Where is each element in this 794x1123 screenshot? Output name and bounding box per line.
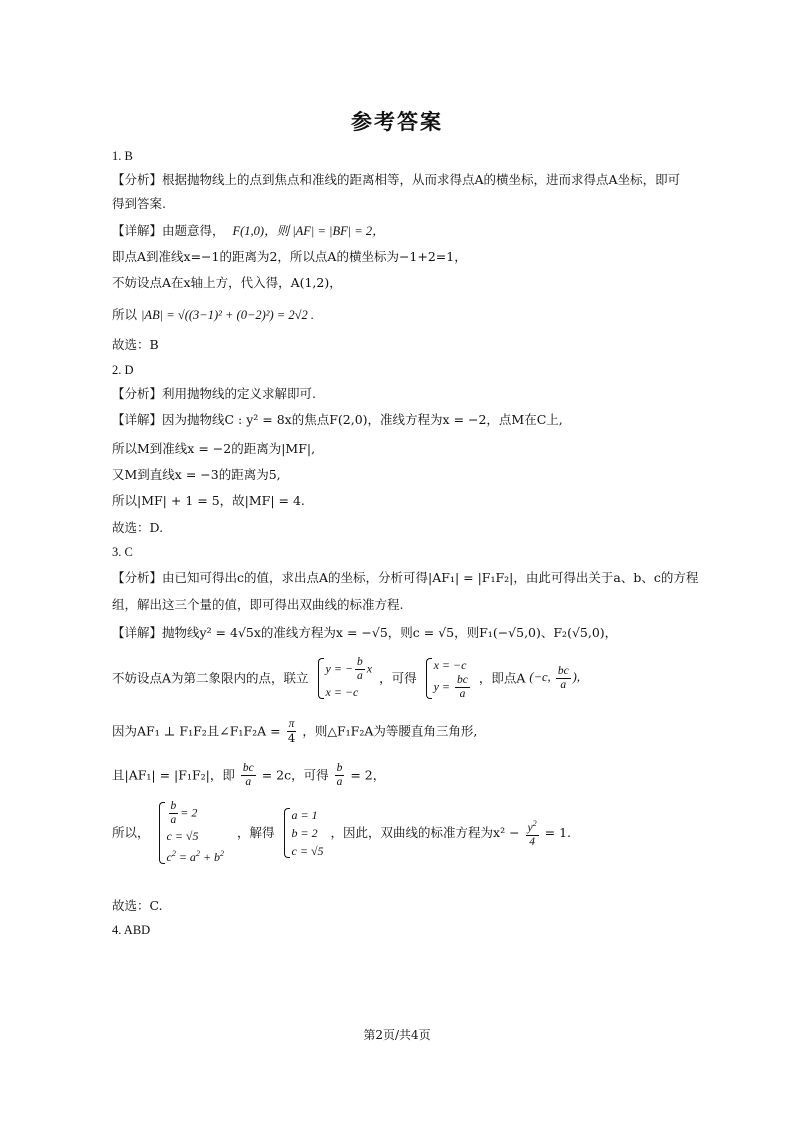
q1-line4: 不妨设点A在x轴上方，代入得，A(1,2)， [112, 275, 342, 290]
q1-answer: 故选：B [112, 337, 159, 352]
q2-answer: 故选：D. [112, 520, 164, 535]
solution-system: a = 1 b = 2 c = √5 [282, 806, 324, 860]
system-equations-1: y = − $\frac{b}{a}$ x x = −c [316, 656, 373, 701]
detail-tag: 【详解】 [112, 412, 163, 427]
detail-tag: 【详解】 [112, 625, 163, 640]
q3-line3: 不妨设点A为第二象限内的点，联立 y = − $\frac{b}{a}$ x x = −c ，可得 x = −c y = $\frac{bc}{a}$ ，即点A (−c, $\frac{bc}{a}$ ), [112, 656, 580, 700]
q1-number: 1. B [112, 149, 133, 163]
q3-line4: 因为AF₁ ⊥ F₁F₂且∠F₁F₂A = $\frac{\pi}{4}$ ，则△F₁F₂A为等腰直角三角形, [112, 718, 478, 745]
q3-analysis-cont: 组，解出这三个量的值，即可得出双曲线的标准方程. [112, 597, 404, 612]
q1-line3: 即点A到准线x=−1的距离为2，所以点A的横坐标为−1+2=1， [112, 249, 467, 264]
q1-analysis: 【分析】根据抛物线上的点到焦点和准线的距离相等，从而求得点A的横坐标，进而求得点A坐标，即可 [112, 172, 681, 187]
q2-number: 2. D [112, 363, 134, 377]
analysis-tag: 【分析】 [112, 172, 163, 187]
detail-tag: 【详解】 [112, 223, 163, 238]
system-equations-2: x = −c y = $\frac{bc}{a}$ [424, 656, 472, 701]
q2-detail: 【详解】因为抛物线C : y² = 8x的焦点F(2,0)，准线方程为x = −2，点M在C上, [112, 412, 563, 427]
q3-line6: 所以， $\frac{b}{a}$ = 2 c = √5 $c^2 = a^2 + b^2$ ，解得 a = 1 b = 2 c = √5 ，因此，双曲线的标准方程为x² − $\frac{y^2}{4}$ = 1. [112, 800, 571, 864]
system-equations-3: $\frac{b}{a}$ = 2 c = √5 $c^2 = a^2 + b^2$ [157, 800, 231, 866]
q3-analysis: 【分析】由已知可得出c的值，求出点A的坐标，分析可得|AF₁| = |F₁F₂|，由此可得出关于a、b、c的方程 [112, 570, 699, 585]
q2-line4: 又M到直线x = −3的距离为5, [112, 467, 281, 482]
analysis-tag: 【分析】 [112, 570, 163, 585]
q3-answer: 故选：C. [112, 898, 163, 913]
q3-detail: 【详解】抛物线y² = 4√5x的准线方程为x = −√5，则c = √5，则F₁(−√5,0)、F₂(√5,0)， [112, 625, 618, 640]
q1-line5: 所以 |AB| = √((3−1)² + (0−2)²) = 2√2 . [112, 307, 315, 322]
q3-number: 3. C [112, 545, 133, 559]
analysis-tag: 【分析】 [112, 386, 163, 401]
page-title: 参考答案 [351, 110, 443, 134]
q1-analysis-cont: 得到答案. [112, 196, 166, 211]
page-footer: 第2页/共4页 [363, 1028, 431, 1042]
q2-line3: 所以M到准线x = −2的距离为|MF|, [112, 441, 316, 456]
q4-number: 4. ABD [112, 923, 151, 937]
q3-line5: 且|AF₁| = |F₁F₂|，即 $\frac{bc}{a}$ = 2c，可得 $\frac{b}{a}$ = 2， [112, 762, 386, 788]
q1-detail: 【详解】由题意得， F(1,0)，则 |AF| = |BF| = 2， [112, 223, 385, 238]
q2-analysis: 【分析】利用抛物线的定义求解即可. [112, 386, 316, 401]
q2-line5: 所以|MF| + 1 = 5，故|MF| = 4. [112, 493, 305, 508]
